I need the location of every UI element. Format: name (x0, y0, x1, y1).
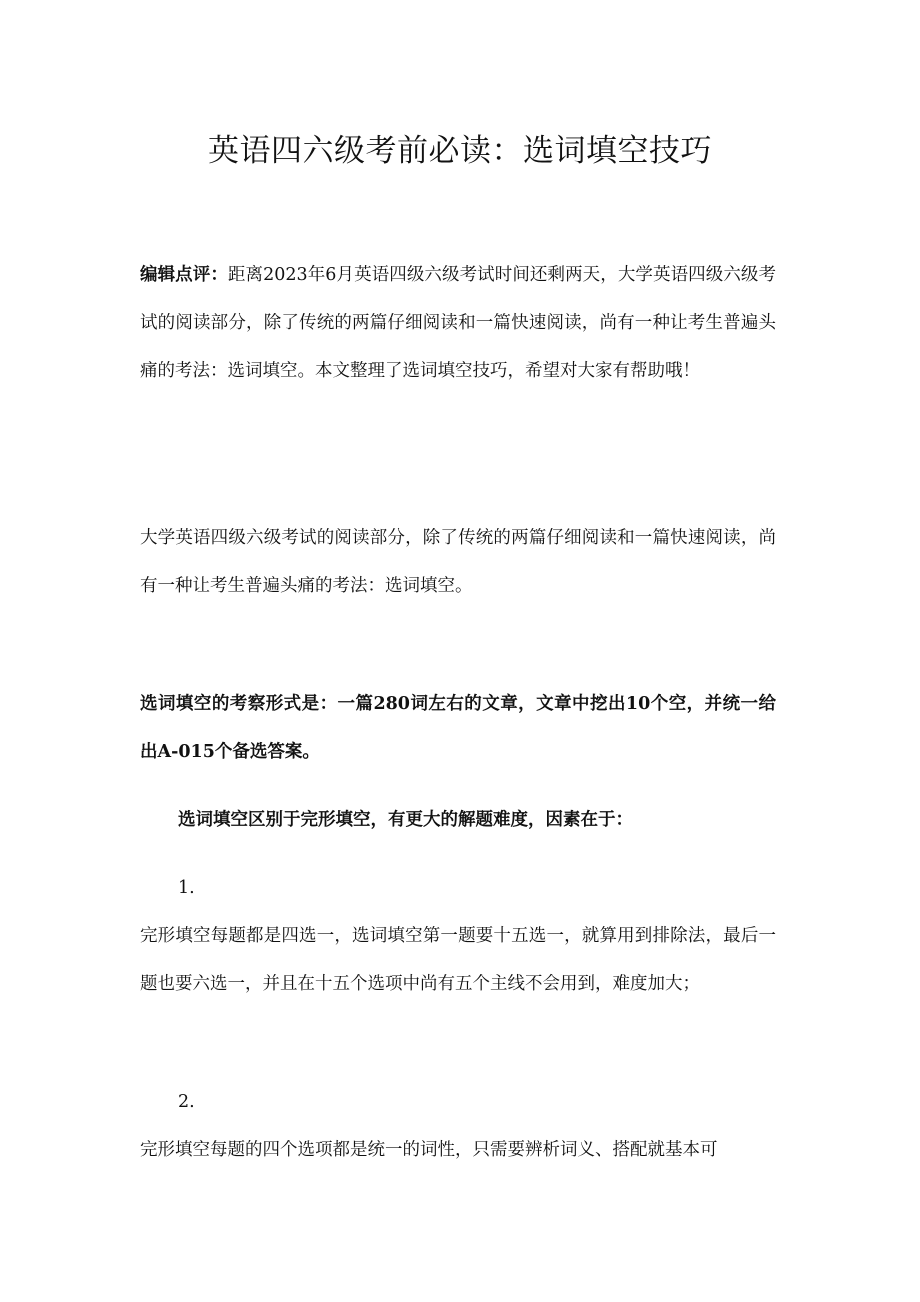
intro-paragraph: 大学英语四级六级考试的阅读部分，除了传统的两篇仔细阅读和一篇快速阅读，尚有一种让考生普遍头痛的考法：选词填空。 (140, 528, 776, 596)
editor-comment-text: 距离2023年6月英语四级六级考试时间还剩两天，大学英语四级六级考试的阅读部分，除了传统的两篇仔细阅读和一篇快速阅读，尚有一种让考生普遍头痛的考法：选词填空。本文整理了选词填空技巧，希望对大家有帮助哦！ (140, 265, 777, 381)
list-item-2-text: 完形填空每题的四个选项都是统一的词性，只需要辨析词义、搭配就基本可 (140, 1140, 718, 1160)
list-item-1-text: 完形填空每题都是四选一，选词填空第一题要十五选一，就算用到排除法，最后一题也要六选一，并且在十五个选项中尚有五个主线不会用到，难度加大； (140, 926, 776, 994)
list-item-2-number: 2. (178, 1092, 195, 1112)
list-item-1-number: 1. (178, 878, 195, 898)
format-paragraph: 选词填空的考察形式是：一篇280词左右的文章，文章中挖出10个空，并统一给出A-015个备选答案。 (140, 694, 776, 762)
page-title: 英语四六级考前必读：选词填空技巧 (208, 133, 712, 169)
difficulty-intro: 选词填空区别于完形填空，有更大的解题难度，因素在于： (178, 810, 633, 830)
editor-comment-paragraph (140, 251, 776, 395)
editor-comment-label: 编辑点评： (140, 265, 228, 285)
